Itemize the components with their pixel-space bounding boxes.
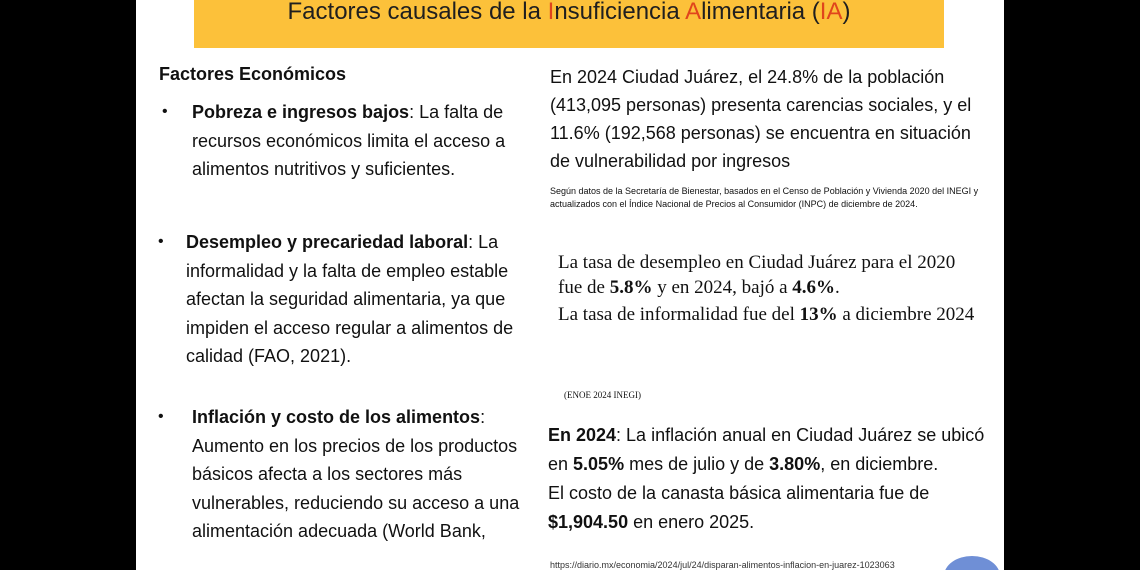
bullet-inflation: • Inflación y costo de los alimentos: Aumento en los precios de los productos básicos afecta a los sectores más vulnerables, reduciendo su acceso a una alimentación adecuada (World Bank, [192,403,526,546]
unemployment-stat: La tasa de desempleo en Ciudad Juárez para el 2020 fue de 5.8% y en 2024, bajó a 4.6%. La tasa de informalidad fue del 13% a diciembre 2024 [558,252,975,325]
section-heading: Factores Económicos [159,64,347,84]
bullet-poverty: • Pobreza e ingresos bajos: La falta de recursos económicos limita el acceso a alimentos nutritivos y suficientes. [192,98,526,184]
title-bar [194,0,944,48]
source-url: https://diario.mx/economia/2024/jul/24/disparan-alimentos-inflacion-en-juarez-1023063 [550,560,895,570]
slide [136,0,1004,570]
poverty-source: Según datos de la Secretaría de Bienestar, basados en el Censo de Población y Vivienda 2020 del INEGI y actualizados con el Índice Nacional de Precios al Consumidor (INPC) de diciembre de 2024. [550,186,979,209]
inflation-stat: En 2024: La inflación anual en Ciudad Juárez se ubicó en 5.05% mes de julio y de 3.80%, en diciembre. El costo de la canasta básica alimentaria fue de $1,904.50 en enero 2025. [548,425,985,532]
bullet-dot: • [158,233,164,250]
bullet-unemployment: • Desempleo y precariedad laboral: La informalidad y la falta de empleo estable afectan la seguridad alimentaria, ya que impiden el acceso regular a alimentos de calidad (FAO, 2021). [186,228,526,371]
decorative-circle [944,556,1000,570]
bullet-dot: • [162,103,168,120]
poverty-stat: En 2024 Ciudad Juárez, el 24.8% de la población (413,095 personas) presenta carencias sociales, y el 11.6% (192,568 personas) se encuentra en situación de vulnerabilidad por ingresos [550,67,972,171]
slide-title: Factores causales de la Insuficiencia Alimentaria (IA) [287,0,851,25]
bullet-dot: • [158,408,164,425]
unemployment-source: (ENOE 2024 INEGI) [564,390,641,400]
